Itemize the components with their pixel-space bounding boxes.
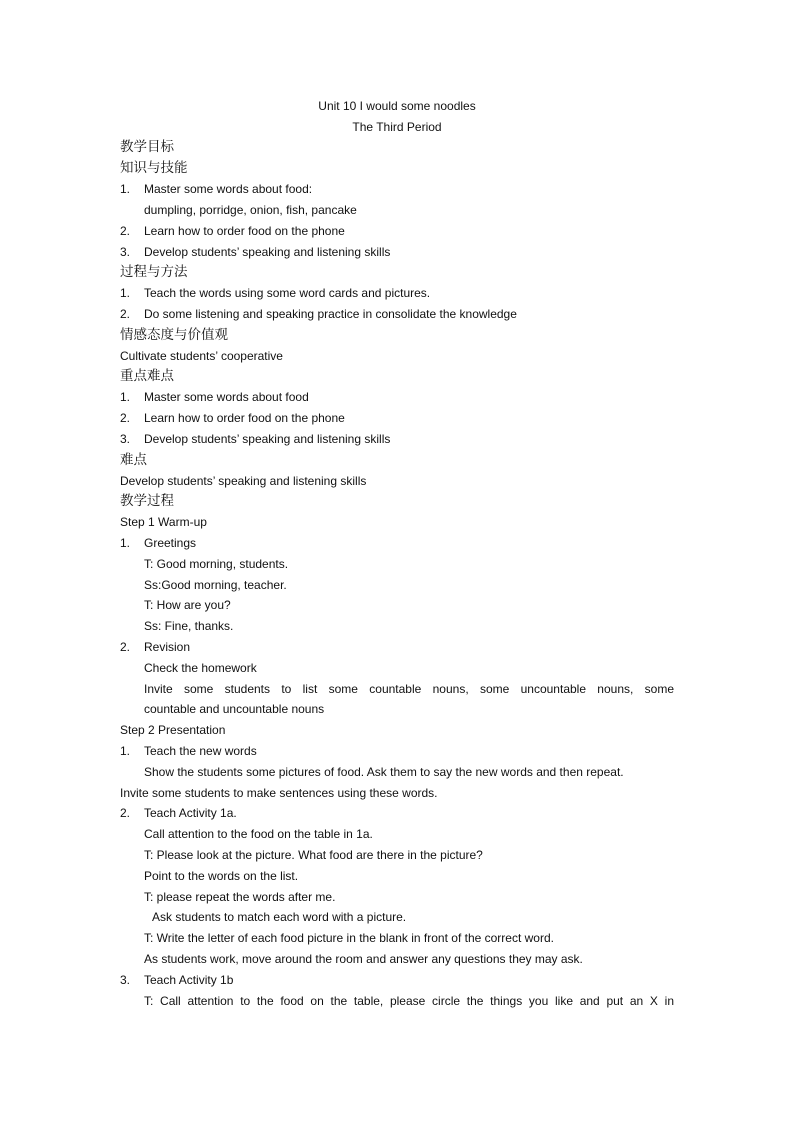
- paragraph-line: Point to the words on the list.: [144, 869, 299, 883]
- key-points-heading: 重点难点: [120, 368, 174, 384]
- list-number: 2.: [120, 640, 131, 654]
- paragraph-line: Check the homework: [144, 661, 257, 675]
- process-heading: 过程与方法: [120, 264, 188, 280]
- objectives-heading: 教学目标: [120, 139, 174, 155]
- paragraph-line: Show the students some pictures of food. Ask them to say the new words and then repeat.: [144, 765, 624, 779]
- list-item: Teach the words using some word cards and pictures.: [144, 286, 431, 300]
- paragraph-line: As students work, move around the room and answer any questions they may ask.: [144, 952, 583, 966]
- list-item: Master some words about food:: [144, 182, 313, 196]
- list-number: 1.: [120, 744, 131, 758]
- list-number: 1.: [120, 390, 131, 404]
- paragraph-line: Invite some students to make sentences using these words.: [120, 786, 438, 800]
- difficulty-heading: 难点: [120, 452, 147, 468]
- list-item: Learn how to order food on the phone: [144, 224, 345, 238]
- list-number: 3.: [120, 432, 131, 446]
- list-item: Teach Activity 1b: [144, 973, 234, 987]
- list-item: dumpling, porridge, onion, fish, pancake: [144, 203, 357, 217]
- list-number: 2.: [120, 411, 131, 425]
- dialogue-line: T: Good morning, students.: [144, 557, 289, 571]
- dialogue-line: T: How are you?: [144, 598, 231, 612]
- teaching-process-heading: 教学过程: [120, 493, 174, 509]
- paragraph-line: Ask students to match each word with a picture.: [152, 910, 407, 924]
- dialogue-line: Ss:Good morning, teacher.: [144, 578, 287, 592]
- paragraph-line: Invite some students to list some countable nouns, some uncountable nouns, some: [144, 682, 674, 696]
- paragraph-line: T: Write the letter of each food picture in the blank in front of the correct word.: [144, 931, 554, 945]
- list-number: 1.: [120, 182, 131, 196]
- list-item: Revision: [144, 640, 191, 654]
- list-number: 2.: [120, 307, 131, 321]
- list-item: Do some listening and speaking practice in consolidate the knowledge: [144, 307, 517, 321]
- paragraph-line: countable and uncountable nouns: [144, 702, 325, 716]
- list-item: Greetings: [144, 536, 197, 550]
- step1-heading: Step 1 Warm-up: [120, 515, 207, 529]
- list-number: 3.: [120, 245, 131, 259]
- paragraph-line: T: Call attention to the food on the table, please circle the things you like and put an X in: [144, 994, 674, 1008]
- list-item: Master some words about food: [144, 390, 309, 404]
- list-item: Learn how to order food on the phone: [144, 411, 345, 425]
- list-item: Teach the new words: [144, 744, 257, 758]
- document-subtitle: The Third Period: [352, 120, 442, 134]
- paragraph-line: Call attention to the food on the table in 1a.: [144, 827, 373, 841]
- list-number: 1.: [120, 536, 131, 550]
- list-item: Teach Activity 1a.: [144, 806, 237, 820]
- dialogue-line: Ss: Fine, thanks.: [144, 619, 234, 633]
- difficulty-text: Develop students’ speaking and listening skills: [120, 474, 367, 488]
- document-title: Unit 10 I would some noodles: [318, 99, 476, 113]
- list-item: Develop students’ speaking and listening skills: [144, 432, 391, 446]
- list-number: 2.: [120, 806, 131, 820]
- list-number: 3.: [120, 973, 131, 987]
- paragraph-line: T: Please look at the picture. What food are there in the picture?: [144, 848, 483, 862]
- attitude-text: Cultivate students’ cooperative: [120, 349, 283, 363]
- attitude-heading: 情感态度与价值观: [120, 327, 228, 343]
- list-number: 1.: [120, 286, 131, 300]
- list-number: 2.: [120, 224, 131, 238]
- paragraph-line: T: please repeat the words after me.: [144, 890, 336, 904]
- knowledge-heading: 知识与技能: [120, 160, 188, 176]
- step2-heading: Step 2 Presentation: [120, 723, 226, 737]
- list-item: Develop students’ speaking and listening skills: [144, 245, 391, 259]
